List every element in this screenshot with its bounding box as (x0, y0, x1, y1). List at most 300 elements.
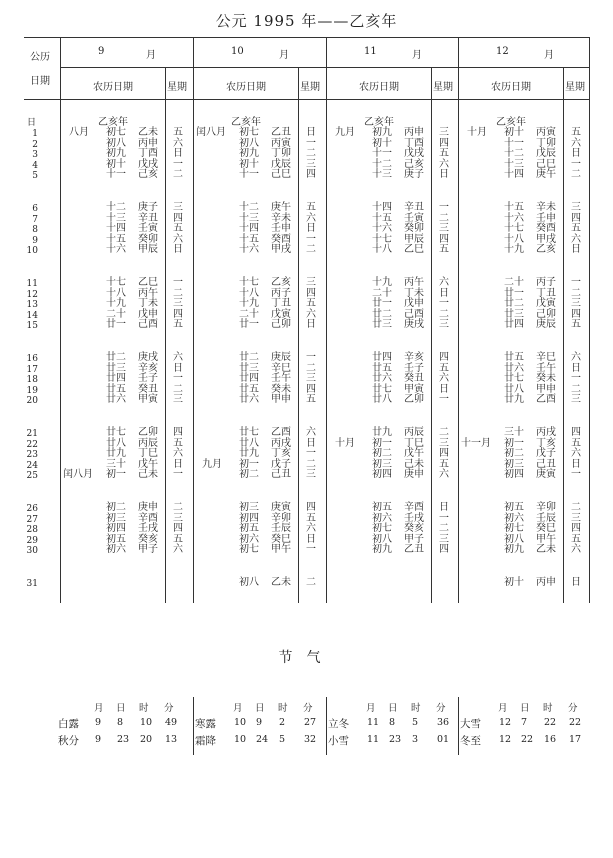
weekday: 四 (173, 308, 183, 320)
weekday: 六 (439, 158, 449, 170)
weekday: 六 (173, 352, 183, 363)
ganzhi: 辛亥 (404, 352, 424, 363)
lunar-day: 初九 (504, 544, 524, 556)
lunar-day: 十四 (372, 202, 392, 213)
weekday: 一 (571, 373, 581, 385)
lunar-day: 初一 (239, 458, 259, 470)
lunar-day: 廿六 (372, 373, 392, 385)
weekday: 二 (439, 308, 449, 320)
weekday: 二 (439, 212, 449, 224)
lunar-day: 十七 (504, 223, 524, 235)
lunar-day: 初三 (239, 502, 259, 513)
jieqi-value: 32 (304, 734, 317, 745)
weekday: 五 (439, 244, 449, 256)
jieqi-value: 22 (521, 734, 534, 745)
ganzhi: 壬戌 (138, 523, 158, 535)
lunar-day: 廿二 (372, 308, 392, 320)
weekday: 一 (306, 137, 316, 149)
weekday: 五 (173, 437, 183, 449)
lunar-month-label: 十月 (467, 127, 487, 138)
weekday: 二 (571, 502, 581, 513)
lunar-day: 十五 (372, 212, 392, 224)
ganzhi: 癸卯 (404, 223, 424, 235)
weekday: 五 (439, 362, 449, 374)
weekday: 四 (439, 448, 449, 460)
lunar-day: 初九 (372, 544, 392, 556)
ganzhi: 己亥 (138, 169, 158, 181)
page-title: 公元 1995 年——乙亥年 (215, 12, 398, 30)
weekday: 三 (173, 298, 183, 310)
weekday: 一 (571, 469, 581, 481)
gongli-date: 14 (26, 310, 38, 321)
jieqi-name: 霜降 (195, 735, 216, 747)
gongli-date: 29 (26, 535, 38, 546)
ganzhi: 辛亥 (138, 362, 158, 374)
jieqi-col-label: 时 (139, 703, 149, 714)
lunar-day: 初八 (239, 577, 259, 588)
weekday: 四 (439, 137, 449, 149)
ganzhi: 戊寅 (271, 308, 291, 320)
ganzhi: 戊辰 (271, 158, 291, 170)
lunar-day: 廿三 (239, 362, 259, 374)
jieqi-title: 节气 (278, 650, 335, 666)
weekday: 三 (571, 512, 581, 524)
weekday: 六 (306, 427, 316, 438)
jieqi-value: 9 (256, 717, 263, 728)
weekday: 日 (306, 437, 316, 449)
ganzhi: 甲午 (536, 533, 556, 545)
ganzhi: 壬寅 (404, 212, 424, 224)
lunar-month-label: 九月 (202, 458, 222, 470)
ganzhi: 甲寅 (404, 383, 424, 395)
jieqi-col-label: 日 (255, 703, 265, 714)
ganzhi: 丙戌 (536, 427, 556, 438)
header-mid-rule (60, 67, 589, 68)
weekday: 四 (439, 352, 449, 363)
lunar-day: 初五 (106, 533, 126, 545)
gongli-header-top: 公历 (30, 52, 50, 63)
lunar-day: 廿五 (504, 352, 524, 363)
ganzhi: 乙酉 (536, 394, 556, 406)
jieqi-value: 22 (544, 717, 557, 728)
weekday: 三 (306, 158, 316, 170)
ganzhi: 己卯 (271, 319, 291, 331)
lunar-day: 初十 (372, 137, 392, 149)
jieqi-divider (326, 697, 327, 755)
ganzhi: 戊寅 (536, 298, 556, 310)
jieqi-col-label: 分 (303, 703, 313, 714)
weekday: 六 (306, 212, 316, 224)
weekday-col-border (431, 67, 432, 603)
lunar-day: 初二 (106, 502, 126, 513)
lunar-month-label: 十一月 (461, 437, 491, 449)
weekday: 六 (439, 277, 449, 288)
weekday: 日 (306, 127, 316, 138)
month-col-border (326, 37, 327, 603)
jieqi-col-label: 月 (94, 703, 104, 714)
lunar-day: 廿六 (106, 394, 126, 406)
weekday: 二 (571, 383, 581, 395)
jieqi-col-label: 日 (116, 703, 126, 714)
gongli-date: 17 (26, 364, 38, 375)
ganzhi: 丁未 (404, 287, 424, 299)
ganzhi: 乙未 (271, 577, 291, 588)
ganzhi: 丁巳 (404, 437, 424, 449)
ganzhi: 己丑 (536, 458, 556, 470)
ganzhi: 丁酉 (404, 137, 424, 149)
lunar-day: 十三 (504, 158, 524, 170)
gongli-date: 10 (26, 246, 38, 257)
weekday: 日 (173, 362, 183, 374)
month-header-suffix: 月 (146, 50, 156, 61)
weekday: 四 (173, 427, 183, 438)
weekday: 日 (571, 148, 581, 160)
gongli-header-bottom: 日期 (30, 76, 50, 87)
ganzhi: 甲申 (536, 383, 556, 395)
ganzhi: 庚戌 (404, 319, 424, 331)
ganzhi: 辛酉 (138, 512, 158, 524)
ganzhi: 乙亥 (536, 244, 556, 256)
ganzhi: 癸丑 (404, 373, 424, 385)
weekday: 三 (439, 533, 449, 545)
weekday: 一 (173, 277, 183, 288)
weekday: 二 (173, 169, 183, 181)
jieqi-value: 10 (140, 717, 153, 728)
jieqi-col-label: 分 (436, 703, 446, 714)
weekday: 四 (571, 427, 581, 438)
lunar-day: 廿三 (372, 319, 392, 331)
gongli-date: 28 (26, 525, 38, 536)
weekday: 五 (173, 127, 183, 138)
jieqi-name: 大雪 (460, 718, 481, 730)
month-col-border (193, 37, 194, 603)
lunar-day: 廿四 (504, 319, 524, 331)
lunar-day: 二十 (504, 277, 524, 288)
lunar-day: 廿五 (239, 383, 259, 395)
jieqi-col-label: 月 (366, 703, 376, 714)
gongli-date: 6 (32, 204, 38, 214)
month-header-num: 10 (231, 46, 244, 57)
lunar-day: 十一 (239, 169, 259, 181)
lunar-day: 十二 (106, 202, 126, 213)
month-header-suffix: 月 (544, 50, 554, 61)
lunar-day: 廿六 (504, 362, 524, 374)
lunar-day: 廿一 (504, 287, 524, 299)
year-label: 乙亥年 (231, 117, 261, 128)
ganzhi: 壬辰 (536, 512, 556, 524)
lunar-day: 初七 (504, 523, 524, 535)
ganzhi: 甲寅 (138, 394, 158, 406)
lunar-day: 初一 (504, 437, 524, 449)
lunar-day: 十五 (106, 233, 126, 245)
lunar-day: 十六 (504, 212, 524, 224)
xingqi-header: 星期 (167, 82, 187, 93)
jieqi-value: 36 (437, 717, 450, 728)
weekday: 四 (439, 544, 449, 556)
gongli-date: 31 (26, 579, 38, 589)
lunar-day: 十九 (504, 244, 524, 256)
ganzhi: 癸未 (271, 383, 291, 395)
xingqi-header: 星期 (433, 82, 453, 93)
lunar-day: 十八 (504, 233, 524, 245)
ganzhi: 甲辰 (404, 233, 424, 245)
ganzhi: 己巳 (271, 169, 291, 181)
weekday: 日 (439, 169, 449, 181)
weekday: 六 (571, 352, 581, 363)
gongli-date: 4 (32, 160, 38, 171)
weekday: 二 (439, 427, 449, 438)
ganzhi: 甲戌 (271, 244, 291, 256)
year-label: 乙亥年 (98, 117, 128, 128)
weekday: 三 (306, 373, 316, 385)
lunar-day: 廿五 (106, 383, 126, 395)
ganzhi: 辛丑 (138, 212, 158, 224)
lunar-day: 廿一 (239, 319, 259, 331)
weekday: 一 (306, 448, 316, 460)
lunar-day: 十三 (372, 169, 392, 181)
lunar-day: 初四 (106, 523, 126, 535)
ganzhi: 壬申 (271, 223, 291, 235)
jieqi-col-label: 时 (543, 703, 553, 714)
ganzhi: 戊申 (404, 298, 424, 310)
ganzhi: 丁未 (138, 298, 158, 310)
weekday: 六 (571, 448, 581, 460)
lunar-day: 十七 (106, 277, 126, 288)
month-col-border (60, 37, 61, 603)
lunar-day: 初五 (504, 502, 524, 513)
weekday: 一 (306, 233, 316, 245)
lunar-day: 十七 (372, 233, 392, 245)
weekday: 三 (571, 394, 581, 406)
weekday-col-border (298, 67, 299, 603)
ganzhi: 丁卯 (536, 137, 556, 149)
ganzhi: 戊子 (271, 458, 291, 470)
jieqi-col-label: 分 (568, 703, 578, 714)
ganzhi: 癸亥 (404, 523, 424, 535)
weekday: 日 (439, 383, 449, 395)
weekday: 三 (439, 223, 449, 235)
weekday: 五 (571, 127, 581, 138)
month-header-num: 11 (364, 46, 377, 57)
weekday-col-border (165, 67, 166, 603)
year-label: 乙亥年 (364, 117, 394, 128)
weekday: 五 (173, 223, 183, 235)
weekday: 一 (439, 298, 449, 310)
ganzhi: 甲申 (271, 394, 291, 406)
weekday: 六 (173, 233, 183, 245)
ganzhi: 乙卯 (138, 427, 158, 438)
weekday: 三 (306, 277, 316, 288)
ganzhi: 己亥 (404, 158, 424, 170)
lunar-day: 十四 (239, 223, 259, 235)
weekday: 五 (439, 458, 449, 470)
nongli-header: 农历日期 (359, 82, 399, 93)
lunar-day: 十六 (106, 244, 126, 256)
gongli-date: 19 (26, 385, 38, 396)
lunar-month-label: 九月 (335, 127, 355, 138)
jieqi-value: 22 (569, 717, 582, 728)
lunar-day: 初一 (106, 469, 126, 481)
gongli-date: 25 (26, 471, 38, 482)
lunar-day: 初六 (504, 512, 524, 524)
month-col-border (458, 37, 459, 603)
year-label: 乙亥年 (496, 117, 526, 128)
weekday: 日 (306, 533, 316, 545)
lunar-day: 廿四 (106, 373, 126, 385)
weekday: 五 (571, 533, 581, 545)
jieqi-col-label: 月 (233, 703, 243, 714)
jieqi-value: 20 (140, 734, 153, 745)
ganzhi: 乙未 (138, 127, 158, 138)
ganzhi: 壬戌 (404, 512, 424, 524)
nongli-header: 农历日期 (93, 82, 133, 93)
ganzhi: 辛卯 (536, 502, 556, 513)
ganzhi: 辛未 (536, 202, 556, 213)
jieqi-value: 9 (95, 717, 102, 728)
lunar-day: 初八 (239, 137, 259, 149)
lunar-day: 十一 (504, 137, 524, 149)
lunar-day: 廿八 (106, 437, 126, 449)
weekday: 五 (173, 319, 183, 331)
gongli-date: 2 (32, 139, 38, 150)
lunar-month-label: 闰八月 (196, 127, 226, 138)
lunar-day: 廿三 (504, 308, 524, 320)
lunar-day: 廿二 (106, 352, 126, 363)
lunar-day: 十五 (504, 202, 524, 213)
ganzhi: 庚子 (404, 169, 424, 181)
weekday: 一 (173, 469, 183, 481)
lunar-day: 廿九 (239, 448, 259, 460)
weekday: 日 (439, 502, 449, 513)
gongli-date: 12 (26, 289, 38, 300)
ganzhi: 癸酉 (271, 233, 291, 245)
lunar-day: 十八 (106, 287, 126, 299)
weekday: 五 (306, 298, 316, 310)
ganzhi: 壬子 (138, 373, 158, 385)
lunar-day: 廿二 (504, 298, 524, 310)
right-border (589, 37, 590, 603)
weekday: 六 (571, 137, 581, 149)
lunar-day: 廿一 (106, 319, 126, 331)
ganzhi: 癸丑 (138, 383, 158, 395)
ganzhi: 乙丑 (271, 127, 291, 138)
ganzhi: 己巳 (536, 158, 556, 170)
lunar-day: 十二 (372, 158, 392, 170)
lunar-day: 廿四 (239, 373, 259, 385)
weekday: 四 (306, 287, 316, 299)
weekday: 五 (571, 223, 581, 235)
jieqi-value: 12 (499, 734, 512, 745)
ganzhi: 丙午 (138, 287, 158, 299)
jieqi-value: 23 (117, 734, 130, 745)
lunar-day: 十四 (106, 223, 126, 235)
jieqi-value: 10 (234, 717, 247, 728)
lunar-day: 二十 (106, 308, 126, 320)
weekday: 三 (439, 437, 449, 449)
weekday: 六 (173, 137, 183, 149)
weekday: 五 (571, 319, 581, 331)
weekday: 四 (173, 212, 183, 224)
weekday: 四 (306, 502, 316, 513)
lunar-day: 十七 (239, 277, 259, 288)
nongli-header: 农历日期 (491, 82, 531, 93)
ganzhi: 辛巳 (271, 362, 291, 374)
lunar-day: 廿八 (504, 383, 524, 395)
lunar-day: 初一 (372, 437, 392, 449)
weekday: 一 (173, 373, 183, 385)
weekday: 五 (173, 533, 183, 545)
jieqi-value: 49 (165, 717, 178, 728)
ganzhi: 丁巳 (138, 448, 158, 460)
lunar-day: 初五 (239, 523, 259, 535)
weekday: 六 (439, 469, 449, 481)
ganzhi: 辛卯 (271, 512, 291, 524)
lunar-day: 初六 (106, 544, 126, 556)
weekday: 三 (173, 512, 183, 524)
ganzhi: 辛未 (271, 212, 291, 224)
ganzhi: 壬子 (404, 362, 424, 374)
weekday: 三 (173, 394, 183, 406)
lunar-day: 十二 (504, 148, 524, 160)
lunar-day: 廿八 (239, 437, 259, 449)
ganzhi: 癸卯 (138, 233, 158, 245)
ganzhi: 己未 (138, 469, 158, 481)
lunar-day: 十八 (372, 244, 392, 256)
jieqi-col-label: 分 (164, 703, 174, 714)
lunar-day: 初二 (504, 448, 524, 460)
ganzhi: 壬午 (271, 373, 291, 385)
weekday: 一 (306, 352, 316, 363)
ganzhi: 庚午 (271, 202, 291, 213)
gongli-date: 16 (26, 354, 38, 364)
weekday: 日 (571, 362, 581, 374)
ganzhi: 乙巳 (404, 244, 424, 256)
lunar-day: 十六 (372, 223, 392, 235)
lunar-day: 初七 (106, 127, 126, 138)
lunar-day: 二十 (239, 308, 259, 320)
lunar-day: 廿九 (504, 394, 524, 406)
ganzhi: 丁亥 (536, 437, 556, 449)
jieqi-value: 27 (304, 717, 317, 728)
ganzhi: 乙亥 (271, 277, 291, 288)
gongli-date: 7 (32, 214, 38, 225)
ganzhi: 甲辰 (138, 244, 158, 256)
lunar-day: 初六 (372, 512, 392, 524)
ganzhi: 壬寅 (138, 223, 158, 235)
weekday: 四 (306, 383, 316, 395)
lunar-day: 十三 (106, 212, 126, 224)
ganzhi: 丁酉 (138, 148, 158, 160)
lunar-day: 初四 (504, 469, 524, 481)
jieqi-value: 8 (389, 717, 396, 728)
ganzhi: 丙寅 (536, 127, 556, 138)
lunar-day: 廿七 (106, 427, 126, 438)
lunar-day: 初八 (372, 533, 392, 545)
jieqi-value: 24 (256, 734, 269, 745)
lunar-day: 初十 (504, 577, 524, 588)
ganzhi: 戊申 (138, 308, 158, 320)
gongli-date: 21 (26, 429, 38, 439)
ganzhi: 甲午 (271, 544, 291, 556)
lunar-day: 初四 (372, 469, 392, 481)
lunar-day: 廿七 (239, 427, 259, 438)
lunar-day: 初三 (106, 512, 126, 524)
weekday: 六 (306, 523, 316, 535)
month-header-suffix: 月 (279, 50, 289, 61)
weekday: 二 (306, 362, 316, 374)
ganzhi: 丙申 (536, 577, 556, 588)
lunar-day: 十一 (372, 148, 392, 160)
